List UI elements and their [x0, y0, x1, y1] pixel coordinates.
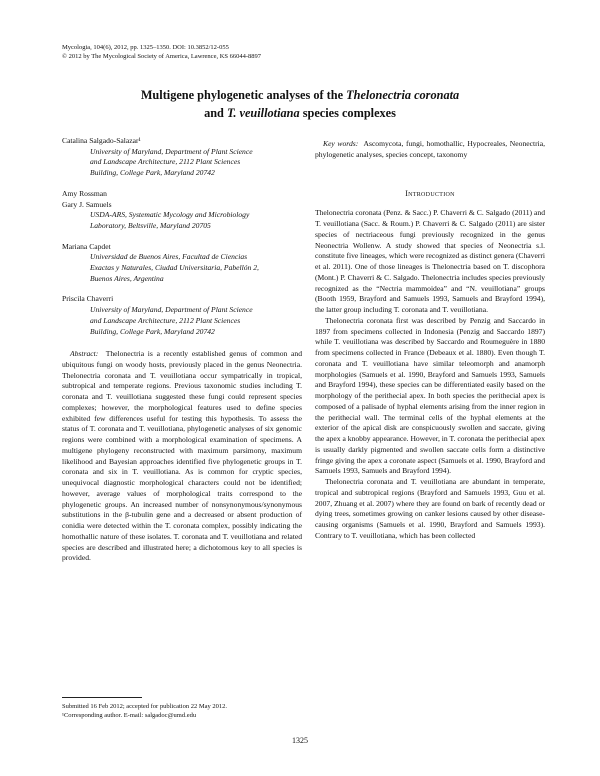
footnotes	[62, 702, 227, 721]
abstract-text: Thelonectria is a recently established genus of common and ubiquitous fungi on woody hosts, previously placed in the genus Neonectria. Thelonectria coronata and T. veuillotiana occur sympatrically in tropical, subtropical and temperate regions. Previous taxonomic studies including T. coronata and T. veuillotiana suggested these fungi could represent species complexes; however, the morphological features used to define species exhibited few differences useful for testing this hypothesis. To assess the status of T. coronata and T. veuillotiana, phylogenetic analyses of six genomic regions were combined with a morphological examination of specimens. A multigene phylogeny reconstructed with maximum parsimony, maximum likelihood and Bayesian approaches identified five phylogenetic groups in T. coronata and six in T. veuillotiana. As is common for cryptic species, unequivocal diagnostic morphological characters could not be identified; however, average values of morphological traits correspond to the phylogenetic groups. An increased number of nonsynonymous/synonymous substitutions in the β-tubulin gene and a decreased or absent production of conidia were detected within the T. coronata complex, possibly indicating the homothallic nature of these isolates. T. coronata and T. veuillotiana and related species are described and illustrated here; a dichotomous key to all species is provided.	[62, 349, 302, 563]
section-heading-introduction: Introduction	[405, 189, 455, 199]
journal-citation: Mycologia, 104(6), 2012, pp. 1325–1350. DOI: 10.3852/12-055	[62, 44, 229, 51]
footnote-divider	[62, 697, 142, 698]
submission-dates: Submitted 16 Feb 2012; accepted for publication 22 May 2012.	[62, 703, 227, 710]
keywords-label: Key words:	[323, 139, 359, 148]
journal-header	[62, 43, 261, 61]
article-title	[62, 86, 538, 122]
author-name: Amy Rossman	[62, 188, 107, 198]
author-name: Catalina Salgado-Salazar¹	[62, 136, 141, 145]
title-line-1: Multigene phylogenetic analyses of the Thelonectria coronata	[140, 88, 460, 102]
paragraph: Thelonectria coronata and T. veuillotiana are abundant in temperate, tropical and subtropical regions (Brayford and Samuels 1993, Guu et al. 2007, Zhuang et al. 2007) where they are found on bark of recently dead or dying trees, sometimes growing on canker lesions caused by other disease-causing organisms (Samuels et al. 1990, Brayford and Samuels 1993). Contrary to T. veuillotiana, which has been collected	[315, 477, 545, 540]
page-number: 1325	[292, 736, 308, 745]
abstract	[62, 349, 302, 564]
author-affiliation: Universidad de Buenos Aires, Facultad de Ciencias Exactas y Naturales, Ciudad Universitaria, Pabellón 2, Buenos Aires, Argentina	[90, 252, 259, 283]
paragraph: Thelonectria coronata (Penz. & Sacc.) P. Chaverri & C. Salgado (2011) and T. veuillotiana (Sacc. & Roum.) P. Chaverri & C. Salgado (2011) are sister species of nectriaceous fungi previously recognized in the genus Neonectria Wollenw. A study showed that species of Neonectria s.l. constitute five lineages, which were recognized as distinct genera (Chaverri et al. 2011). One of those lineages is Thelonectria based on T. discophora (Mont.) P. Chaverri & C. Salgado. Thelonectria includes species previously recognized as the “Nectria mammoidea” and “N. veuillotiana” groups (Booth 1959, Brayford and Samuels 1993, Samuels and Brayford 1994), the latter group including T. coronata and T. veuillotiana.	[315, 208, 545, 315]
corresponding-author: ¹Corresponding author. E-mail: salgadoc@umd.edu	[62, 712, 197, 720]
keywords	[315, 139, 545, 160]
author-block	[62, 136, 302, 337]
introduction-body	[315, 208, 545, 541]
abstract-label: Abstract:	[70, 349, 99, 358]
author-name: Priscila Chaverri	[62, 294, 114, 304]
copyright-line: © 2012 by The Mycological Society of America, Lawrence, KS 66044-8897	[62, 53, 262, 60]
author-name: Gary J. Samuels	[62, 199, 112, 209]
right-column	[315, 139, 545, 542]
author-affiliation: USDA-ARS, Systematic Mycology and Microbiology Laboratory, Beltsville, Maryland 20705	[90, 210, 250, 230]
author-name: Mariana Capdet	[62, 241, 111, 251]
paragraph: Thelonectria coronata first was described by Penzig and Saccardo in 1897 from specimens collected in Indonesia (Penzig and Saccardo 1897) while T. veuillotiana was described by Saccardo and Roumeguère in 1880 from specimens collected in France (Debeaux et al. 1880). Even though T. coronata and T. veuillotiana have similar teleomorph and anamorph morphologies (Samuels et al. 1990, Brayford and Samuels 1993, Samuels and Brayford 1994), these species can be differentiated easily based on the morphology of the perithecial apex. In both species the perithecial apex is composed of a palisade of hyphal elements arising from the inner region in the perithecial wall. The terminal cells of the hyphal elements at the exterior of the apical disk are conspicuously swollen and saccate, giving the apex a knobby appearance. However, in T. coronata the perithecial apex is usually darkly pigmented and swollen saccate cells form a distinctive fringe giving the apex a coronate aspect (Samuels et al. 1990, Brayford and Samuels 1993, Samuels and Brayford 1994).	[315, 315, 545, 476]
author-affiliation: University of Maryland, Department of Plant Science and Landscape Architecture, 2112 Plant Sciences Building, College Park, Maryland 20742	[90, 305, 253, 336]
author-affiliation: University of Maryland, Department of Plant Science and Landscape Architecture, 2112 Plant Sciences Building, College Park, Maryland 20742	[90, 146, 253, 178]
title-line-2: and T. veuillotiana species complexes	[204, 106, 396, 120]
keywords-text: Ascomycota, fungi, homothallic, Hypocreales, Neonectria, phylogenetic analyses, species concept, taxonomy	[315, 139, 545, 159]
